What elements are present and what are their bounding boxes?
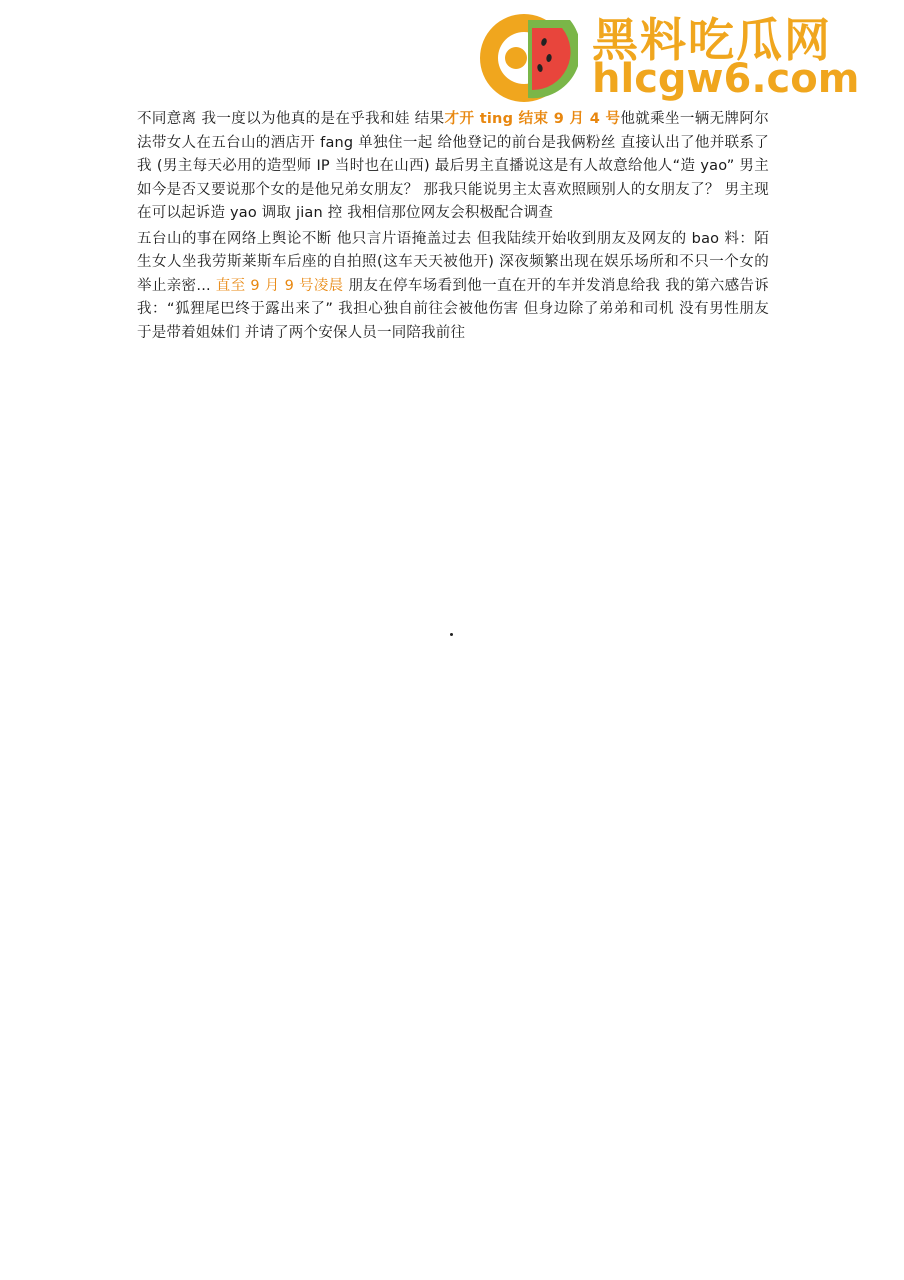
paragraph-1 xyxy=(137,108,769,226)
text-run: 不同意离 我一度以为他真的是在乎我和娃 结果 xyxy=(137,111,445,127)
text-run: 五台山的事在网络上舆论不断 他只言片语掩盖过去 但我陆续开始收到朋友及网友的 bao 料：陌生女人坐我劳斯莱斯车后座的自拍照(这车天天被他开) 深夜频繁出现在娱乐场所和不只一个女的举止亲密... xyxy=(137,230,769,294)
text-run: 他就乘坐一辆无牌阿尔法带女人在五台山的酒店开 fang 单独住一起 给他登记的前台是我俩粉丝 直接认出了他并联系了我 (男主每天必用的造型师 IP 当时也在山西) 最后男主直播说这是有人故意给他人“造 yao” 男主如今是否又要说那个女的是他兄弟女朋友？ 那我只能说男主太喜欢照顾别人的女朋友了？ 男主现在可以起诉造 yao 调取 jian 控 我相信那位网友会积极配合调查 xyxy=(137,111,770,221)
highlight-run: 才开 ting 结束 9 月 4 号 xyxy=(444,111,621,127)
page-marker-dot xyxy=(450,633,453,636)
paragraph-2 xyxy=(137,228,769,346)
text-run: 朋友在停车场看到他一直在开的车并发消息给我 我的第六感告诉我：“狐狸尾巴终于露出来了” 我担心独自前往会被他伤害 但身边除了弟弟和司机 没有男性朋友 于是带着姐妹们 并请了两个安保人员一同陪我前往 xyxy=(137,277,769,341)
highlight-run: 直至 9 月 9 号凌晨 xyxy=(215,277,344,294)
document-body xyxy=(137,108,769,345)
watermark xyxy=(470,4,890,114)
watermark-url-text: hlcgw6.com xyxy=(592,56,860,102)
watermelon-logo-icon xyxy=(470,6,578,110)
watermark-brand-text: 黑料吃瓜网 xyxy=(592,13,832,67)
